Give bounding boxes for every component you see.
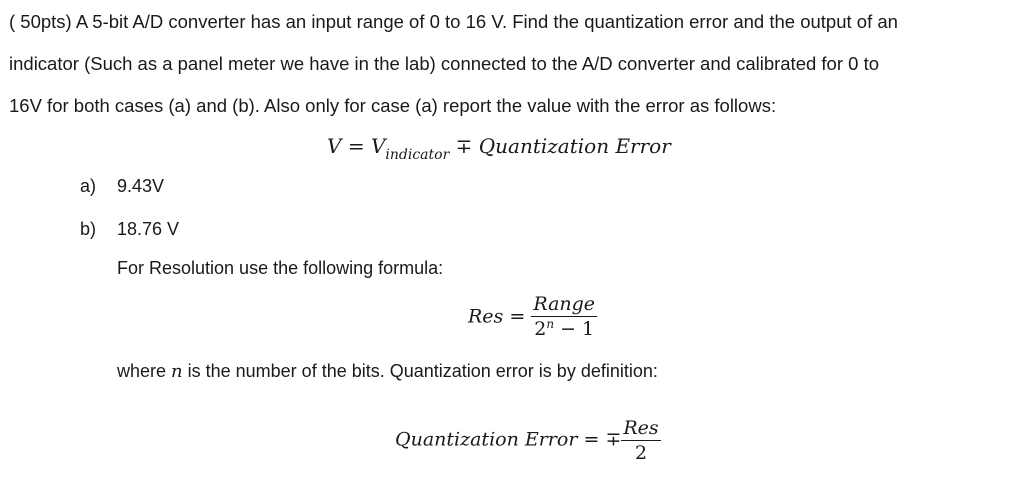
case-a-value: 9.43V <box>117 176 165 196</box>
eq3-numerator: Res <box>623 417 659 439</box>
eq2-equals: = <box>509 305 526 328</box>
eq1-v: V <box>370 134 386 158</box>
problem-line-1: ( 50pts) A 5-bit A/D converter has an input range of 0 to 16 V. Find the quantization error and the output of an <box>9 11 898 32</box>
definition-line <box>117 361 658 382</box>
equation-v-indicator <box>327 134 671 163</box>
case-a-letter: a) <box>80 176 97 196</box>
eq3-equals: = <box>583 428 600 451</box>
eq2-fraction <box>531 292 597 343</box>
definition-before: where <box>117 361 172 381</box>
eq2-den-base: 2 <box>534 318 547 340</box>
resolution-intro: For Resolution use the following formula: <box>117 258 444 278</box>
eq2-den-rest: − 1 <box>554 318 595 340</box>
problem-line-3: 16V for both cases (a) and (b). Also only for case (a) report the value with the error as follows: <box>9 95 777 116</box>
eq1-equals: = <box>347 134 365 158</box>
eq2-den-exponent: n <box>546 317 555 331</box>
eq3-minus-plus: ∓ <box>605 428 622 451</box>
equation-resolution <box>468 292 597 343</box>
eq2-numerator: Range <box>533 293 596 315</box>
equation-quantization-error <box>395 416 661 465</box>
case-b-value: 18.76 V <box>117 219 180 239</box>
eq2-lhs: Res <box>468 305 504 328</box>
definition-after: is the number of the bits. Quantization error is by definition: <box>182 361 658 381</box>
eq3-denominator: 2 <box>634 442 648 464</box>
eq1-rhs: Quantization Error <box>478 134 671 158</box>
eq3-fraction <box>621 416 660 465</box>
eq2-denominator <box>531 317 597 343</box>
eq1-lhs: V <box>327 134 342 158</box>
eq1-minus-plus: ∓ <box>455 134 473 158</box>
eq3-lhs: Quantization Error <box>395 428 578 451</box>
problem-line-2: indicator (Such as a panel meter we have in the lab) connected to the A/D converter and calibrated for 0 to <box>9 53 880 74</box>
definition-n: n <box>171 361 183 382</box>
case-b-letter: b) <box>80 219 97 239</box>
eq1-subscript: indicator <box>385 147 450 163</box>
